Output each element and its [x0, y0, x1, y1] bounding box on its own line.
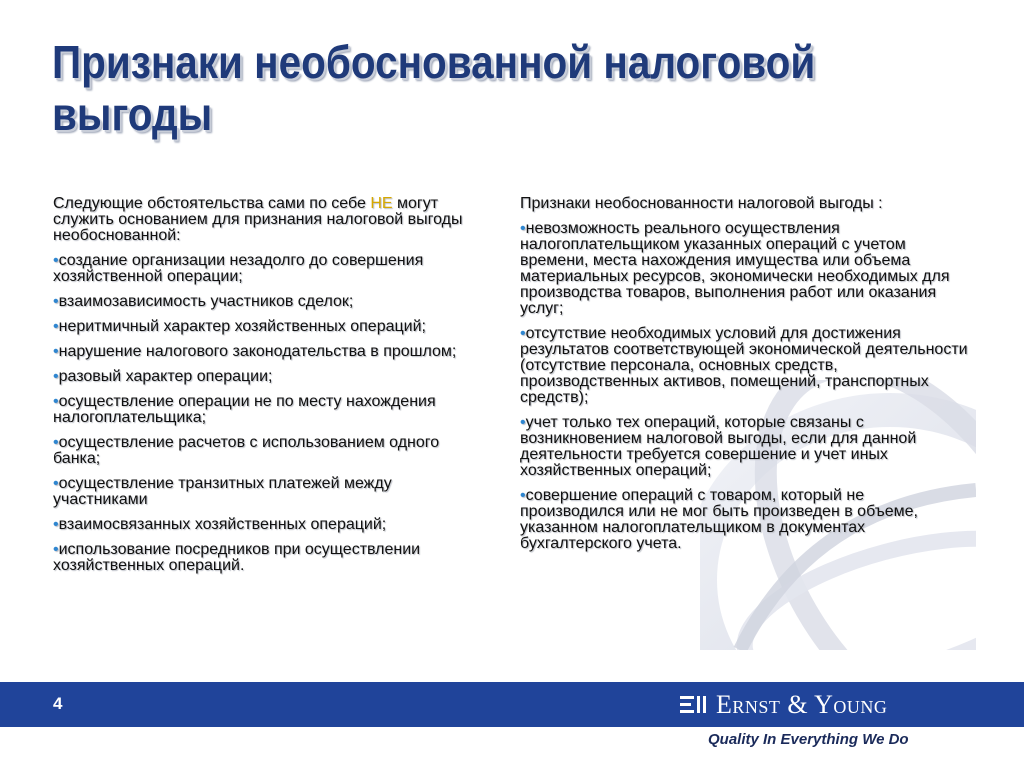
ey-logo-mark-icon [680, 694, 708, 716]
title-line-2: выгоды [52, 88, 213, 140]
left-list-item: •взаимозависимость участников сделок; [53, 293, 354, 310]
bullet-icon: • [53, 516, 59, 533]
footer-bar [0, 682, 1024, 727]
bullet-icon: • [520, 487, 526, 504]
tagline: Quality In Everything We Do [708, 731, 909, 748]
right-list-item: •невозможность реального осуществления налогоплательщиком указанных операций с учетом времени, места нахождения имущества или объема материальных ресурсов, экономически необходимых для производства товаров, выполнения работ или оказания услуг; [520, 220, 950, 317]
title-line-1: Признаки необоснованной налоговой [52, 36, 816, 88]
right-list-item: •учет только тех операций, которые связаны с возникновением налоговой выгоды, если для данной деятельности требуется совершение и учет иных хозяйственных операций; [520, 414, 917, 479]
bullet-icon: • [53, 252, 59, 269]
bullet-icon: • [53, 318, 59, 335]
left-list-item: •разовый характер операции; [53, 368, 273, 385]
not-highlight: НЕ [370, 195, 393, 212]
left-list-item: •неритмичный характер хозяйственных операций; [53, 318, 426, 335]
right-column [520, 196, 970, 561]
bullet-icon: • [520, 220, 526, 237]
bullet-icon: • [53, 293, 59, 310]
bullet-icon: • [520, 414, 526, 431]
left-list-item: •взаимосвязанных хозяйственных операций; [53, 516, 387, 533]
page-number: 4 [53, 694, 63, 713]
left-list-item: •осуществление расчетов с использованием одного банка; [53, 434, 440, 467]
slide-title [52, 36, 879, 140]
bullet-icon: • [53, 434, 59, 451]
bullet-icon: • [53, 541, 59, 558]
left-list-item: •создание организации незадолго до совершения хозяйственной операции; [53, 252, 424, 285]
logo-text: Ernst & Young [716, 690, 888, 719]
left-intro: Следующие обстоятельства сами по себе НЕ могут служить основанием для признания налоговой выгоды необоснованной: [53, 195, 463, 244]
right-list-item: •отсутствие необходимых условий для достижения результатов соответствующей экономической деятельности (отсутствие персонала, основных средств, производственных активов, помещений, транспортных средств); [520, 325, 968, 406]
bullet-icon: • [53, 343, 59, 360]
left-list-item: •нарушение налогового законодательства в прошлом; [53, 343, 457, 360]
left-column [53, 196, 483, 583]
bullet-icon: • [53, 393, 59, 410]
bullet-icon: • [53, 368, 59, 385]
right-list-item: •совершение операций с товаром, который не производился или не мог быть произведен в объеме, указанном налогоплательщиком в документах бухгалтерского учета. [520, 487, 918, 552]
left-list-item: •осуществление операции не по месту нахождения налогоплательщика; [53, 393, 436, 426]
ernst-young-logo [680, 690, 887, 720]
right-intro: Признаки необоснованности налоговой выгоды : [520, 195, 883, 212]
bullet-icon: • [520, 325, 526, 342]
left-list-item: •осуществление транзитных платежей между участниками [53, 475, 392, 508]
bullet-icon: • [53, 475, 59, 492]
left-list-item: •использование посредников при осуществлении хозяйственных операций. [53, 541, 421, 574]
